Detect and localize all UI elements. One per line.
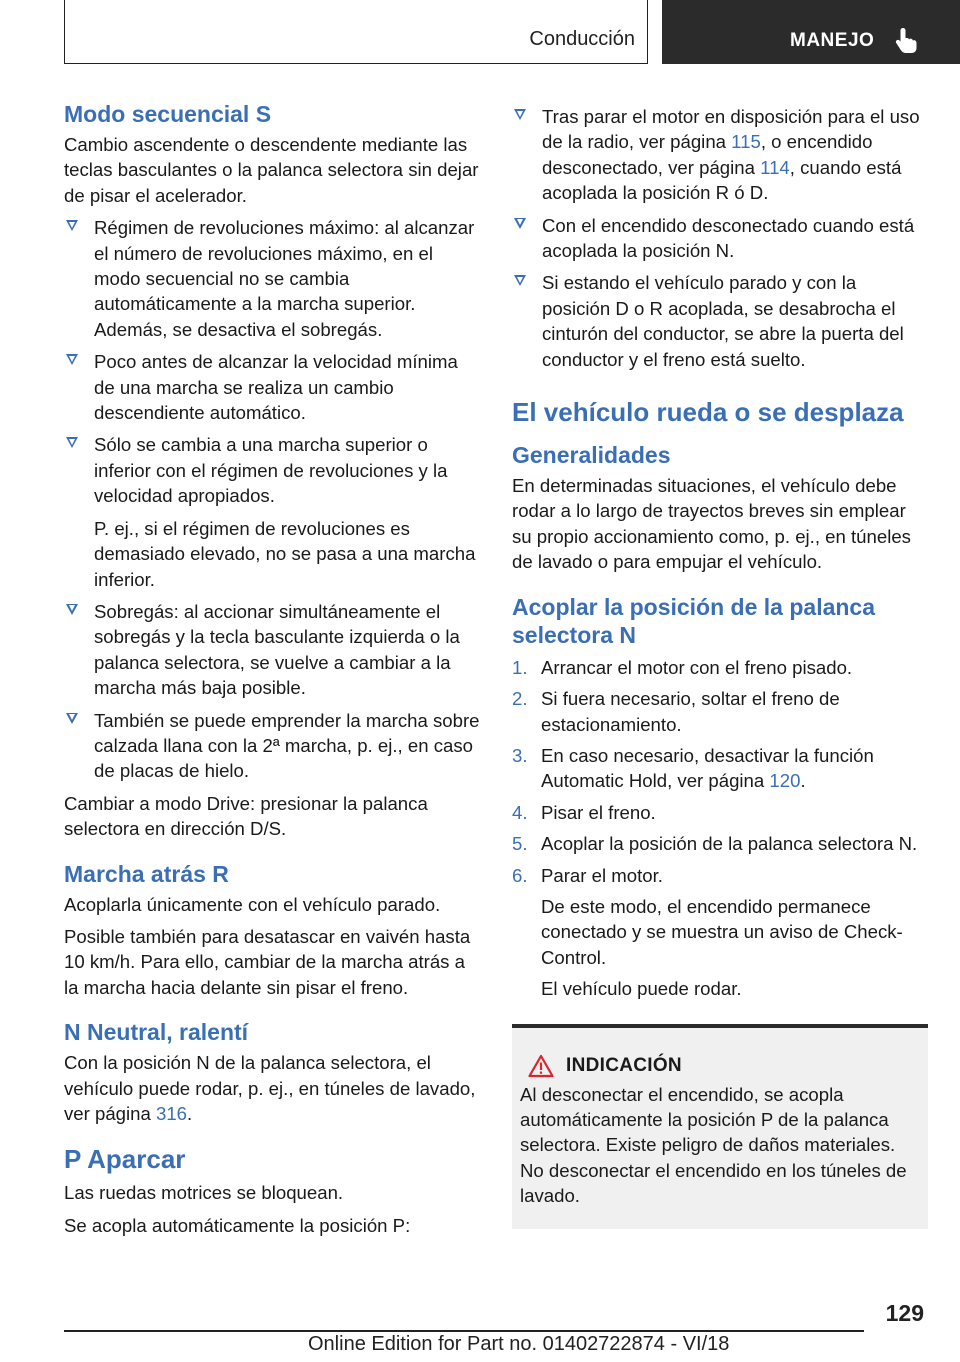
paragraph-text: . xyxy=(187,1103,193,1124)
list-item xyxy=(512,686,928,737)
list-item-text: Régimen de revoluciones máximo: al alcanzar el número de revoluciones máximo, en el modo secuencial no se cambia automáticamente a la marcha superior. Además, se desactiva el sobregás. xyxy=(94,217,475,340)
list-item xyxy=(512,655,928,680)
list-item-text: Si fuera necesario, soltar el freno de estacionamiento. xyxy=(541,688,840,735)
step-number: 6. xyxy=(512,864,528,886)
note-title: INDICACIÓN xyxy=(566,1054,682,1076)
list-item xyxy=(512,800,928,825)
heading-p-aparcar: P Aparcar xyxy=(64,1144,186,1175)
list-item-text: Sobregás: al accionar simultáneamente el sobregás y la tecla basculante izquierda o la palanca selectora, se vuelve a cambiar a la marcha más baja posible. xyxy=(94,600,460,699)
text: En caso necesario, desactivar la función Automatic Hold, ver página xyxy=(541,744,874,792)
paragraph: Acoplarla únicamente con el vehículo parado. xyxy=(64,893,441,915)
step-number: 2. xyxy=(512,688,528,710)
text: Tras parar el motor en disposición para el uso de la radio, ver página xyxy=(542,106,920,153)
list-item xyxy=(512,863,928,1002)
list-item-text: También se puede emprender la marcha sobre calzada llana con la 2ª marcha, p. ej., en caso de placas de hielo. xyxy=(94,709,480,782)
text: , cuando está acoplada la posición R ó D. xyxy=(542,156,902,204)
bullet-list xyxy=(512,104,928,372)
list-item xyxy=(64,432,482,591)
header-chapter-tab xyxy=(662,0,960,64)
text: . xyxy=(800,770,806,792)
heading-marcha-atras: Marcha atrás R xyxy=(64,860,229,887)
footer-divider xyxy=(64,1330,864,1332)
list-item-text: Arrancar el motor con el freno pisado. xyxy=(541,656,853,678)
list-item xyxy=(64,215,482,342)
list-item xyxy=(64,708,482,784)
numbered-list xyxy=(512,655,928,1002)
list-item-text: Con el encendido desconectado cuando está acoplada la posición N. xyxy=(542,214,915,262)
list-item-text: Poco antes de alcanzar la velocidad mínima de una marcha se realiza un cambio descendiente automático. xyxy=(94,351,458,424)
note-header xyxy=(520,1054,918,1078)
text: , o encendido desconectado, ver página xyxy=(542,131,873,178)
list-item-text: Pisar el freno. xyxy=(541,801,656,823)
list-item xyxy=(64,349,482,425)
list-item-text: De este modo, el encendido permanece conectado y se muestra un aviso de Check-Control. xyxy=(541,895,903,968)
triangle-bullet-icon xyxy=(66,220,78,231)
heading-modo-secuencial: Modo secuencial S xyxy=(64,101,272,127)
triangle-bullet-icon xyxy=(66,354,78,365)
header-chapter-title: MANEJO xyxy=(790,30,875,51)
paragraph: En determinadas situaciones, el vehículo debe rodar a lo largo de trayectos breves sin emplear su propio accionamiento como, p. ej., en túneles de lavado o para empujar el vehículo. xyxy=(512,475,911,573)
step-number: 5. xyxy=(512,833,528,855)
note-box xyxy=(512,1024,928,1229)
list-item-text xyxy=(541,743,928,794)
paragraph: Cambiar a modo Drive: presionar la palanca selectora en dirección D/S. xyxy=(64,792,428,840)
heading-neutral: N Neutral, ralentí xyxy=(64,1019,249,1046)
list-item xyxy=(512,270,928,372)
paragraph: Las ruedas motrices se bloquean. xyxy=(64,1182,344,1204)
step-number: 1. xyxy=(512,656,528,678)
list-item xyxy=(512,213,928,264)
step-number: 4. xyxy=(512,801,528,823)
triangle-bullet-icon xyxy=(66,713,78,724)
page-link-115[interactable]: 115 xyxy=(731,131,761,153)
header-section-title: Conducción xyxy=(529,28,635,50)
list-item xyxy=(512,831,928,856)
heading-acoplar-n: Acoplar la posición de la palanca selectora N xyxy=(512,593,876,648)
page-link-114[interactable]: 114 xyxy=(760,156,790,178)
page-number: 129 xyxy=(885,1300,924,1326)
step-number: 3. xyxy=(512,744,528,766)
paragraph: Cambio ascendente o descendente mediante las teclas basculantes o la palanca selectora sin dejar de pisar el acelerador. xyxy=(64,134,479,206)
bullet-list xyxy=(64,215,482,784)
left-column xyxy=(64,100,482,1238)
list-item xyxy=(64,599,482,701)
list-item-text: Acoplar la posición de la palanca selectora N. xyxy=(541,833,918,855)
list-item-text: Parar el motor. xyxy=(541,864,663,886)
footer-edition: Online Edition for Part no. 01402722874 - VI/18 xyxy=(308,1333,730,1355)
page-link-120[interactable]: 120 xyxy=(769,770,801,792)
note-text: Al desconectar el encendido, se acopla automáticamente la posición P de la palanca selectora. Existe peligro de daños materiales. No desconectar el encendido en los túneles de lavado. xyxy=(520,1083,907,1207)
triangle-bullet-icon xyxy=(66,437,78,448)
triangle-bullet-icon xyxy=(514,109,526,120)
list-item xyxy=(512,104,928,206)
page-link-316[interactable]: 316 xyxy=(156,1103,188,1124)
paragraph: Posible también para desatascar en vaivén hasta 10 km/h. Para ello, cambiar de la marcha atrás a la marcha hacia delante sin pisar el freno. xyxy=(64,925,471,998)
paragraph xyxy=(64,1050,482,1126)
triangle-bullet-icon xyxy=(514,275,526,286)
list-item-text: P. ej., si el régimen de revoluciones es demasiado elevado, no se pasa a una marcha inferior. xyxy=(94,517,476,590)
paragraph: Se acopla automáticamente la posición P: xyxy=(64,1214,411,1236)
list-item-text xyxy=(542,104,928,206)
triangle-bullet-icon xyxy=(514,218,526,229)
triangle-bullet-icon xyxy=(66,604,78,615)
paragraph-text: Con la posición N de la palanca selectora, el vehículo puede rodar, p. ej., en túneles de lavado, ver página xyxy=(64,1052,476,1124)
hand-pointer-icon xyxy=(894,26,920,54)
heading-generalidades: Generalidades xyxy=(512,442,671,469)
list-item-text: El vehículo puede rodar. xyxy=(541,978,742,1000)
right-column xyxy=(512,100,928,1229)
header-section-box xyxy=(64,0,648,64)
heading-vehiculo-rueda: El vehículo rueda o se desplaza xyxy=(512,397,904,428)
list-item-text: Sólo se cambia a una marcha superior o inferior con el régimen de revoluciones y la velocidad apropiados. xyxy=(94,434,448,507)
list-item xyxy=(512,743,928,794)
list-item-text: Si estando el vehículo parado y con la posición D o R acoplada, se desabrocha el cinturón del conductor, se abre la puerta del conductor y el freno está suelto. xyxy=(542,272,904,370)
warning-triangle-icon xyxy=(528,1054,554,1078)
